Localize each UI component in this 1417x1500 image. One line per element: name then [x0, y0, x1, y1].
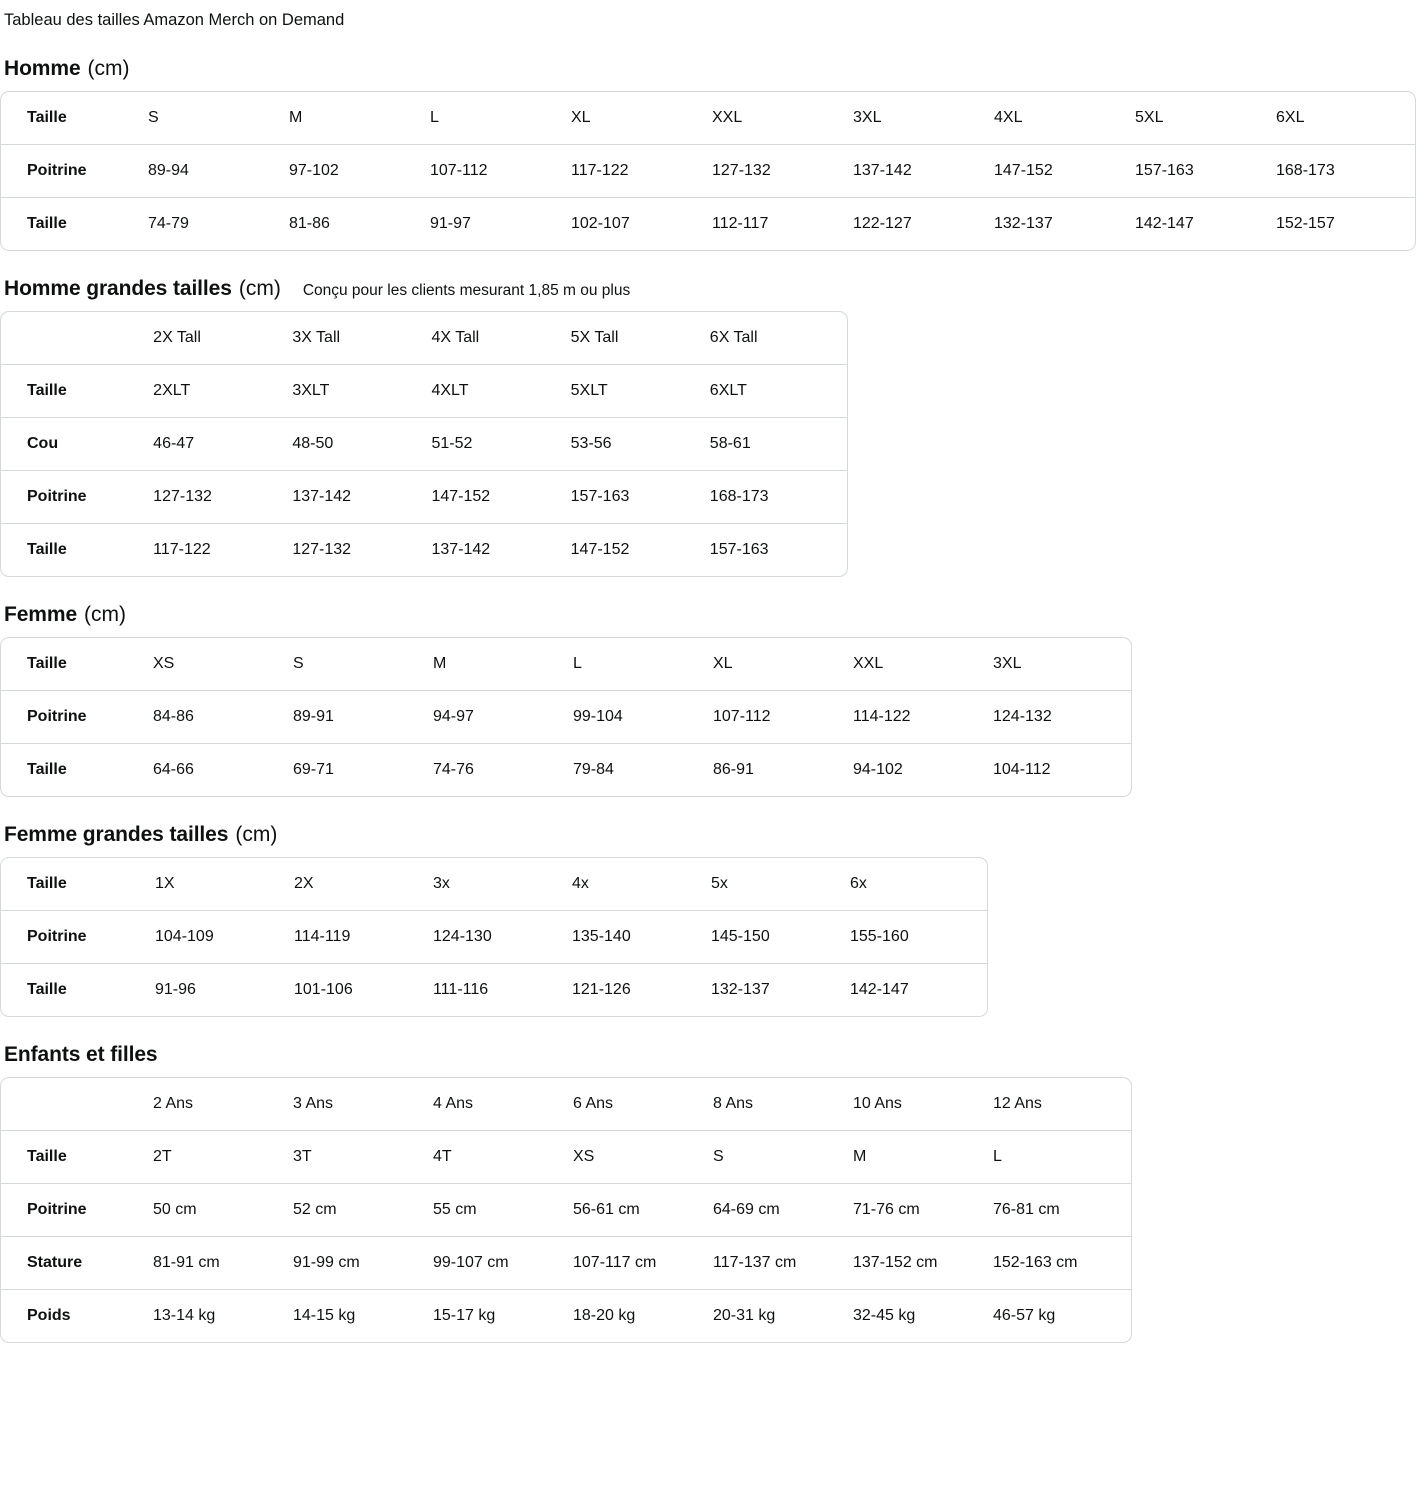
section-unit: (cm) — [238, 277, 281, 301]
table-cell: XS — [571, 1131, 711, 1184]
table-cell: 81-86 — [289, 215, 330, 233]
section-note: Conçu pour les clients mesurant 1,85 m ou plus — [302, 282, 631, 300]
table-cell: XL — [711, 638, 851, 691]
table-wrapper — [0, 637, 1417, 797]
table-cell: S — [291, 638, 431, 691]
table-row — [1, 471, 847, 524]
table-cell: 12 Ans — [991, 1078, 1131, 1131]
table-cell: 121-126 — [572, 981, 631, 999]
table-cell: 4X Tall — [429, 312, 568, 365]
table-cell: 102-107 — [571, 215, 630, 233]
table-row — [1, 1078, 1131, 1131]
table-cell: 53-56 — [569, 418, 708, 471]
section-homme-grandes-tailles — [0, 277, 1417, 577]
size-table-enfants-et-filles — [0, 1077, 1132, 1343]
table-cell: 10 Ans — [851, 1078, 991, 1131]
table-cell: 4T — [431, 1131, 571, 1184]
table-row — [1, 198, 1415, 250]
table-cell: 155-160 — [848, 911, 987, 964]
table-cell: 4XLT — [429, 365, 568, 418]
table-cell: 94-102 — [853, 761, 903, 779]
size-table-homme-grandes-tailles — [0, 311, 848, 577]
table-cell: 20-31 kg — [713, 1307, 776, 1325]
table-cell: 107-112 — [711, 691, 851, 744]
section-femme-grandes-tailles — [0, 823, 1417, 1017]
table-cell: 114-119 — [292, 911, 431, 964]
table-cell: 5X Tall — [569, 312, 708, 365]
table-cell: 97-102 — [287, 145, 428, 198]
page-title: Tableau des tailles Amazon Merch on Demand — [4, 11, 345, 29]
table-cell: 2X Tall — [151, 312, 290, 365]
table-row — [1, 1131, 1131, 1184]
table-cell: 111-116 — [433, 981, 489, 999]
table-cell: 5XL — [1133, 92, 1274, 145]
table-cell: 4x — [570, 858, 709, 911]
row-label: Poitrine — [1, 1184, 151, 1237]
table-cell: 122-127 — [853, 215, 912, 233]
table-cell: 127-132 — [292, 541, 352, 559]
table-wrapper — [0, 91, 1417, 251]
row-label: Taille — [27, 541, 67, 559]
table-cell: 89-91 — [291, 691, 431, 744]
table-cell: 152-157 — [1276, 215, 1335, 233]
table-cell: 132-137 — [711, 981, 770, 999]
table-cell: M — [287, 92, 428, 145]
section-header — [0, 1043, 1417, 1067]
table-cell: 2 Ans — [151, 1078, 291, 1131]
table-cell: 101-106 — [294, 981, 353, 999]
table-cell: 84-86 — [151, 691, 291, 744]
table-cell: 3XL — [851, 92, 992, 145]
row-label: Taille — [27, 761, 67, 779]
row-label: Cou — [1, 418, 151, 471]
table-cell: 74-76 — [433, 761, 474, 779]
row-label: Taille — [1, 92, 146, 145]
section-unit: (cm) — [235, 823, 278, 847]
table-cell: 91-99 cm — [291, 1237, 431, 1290]
table-cell: 15-17 kg — [433, 1307, 496, 1325]
table-cell: 2T — [151, 1131, 291, 1184]
row-label: Taille — [27, 215, 67, 233]
table-cell: 104-109 — [153, 911, 292, 964]
table-wrapper — [0, 857, 1417, 1017]
table-row — [1, 638, 1131, 691]
table-cell: L — [428, 92, 569, 145]
table-cell: 4 Ans — [431, 1078, 571, 1131]
size-table-femme-grandes-tailles — [0, 857, 988, 1017]
table-cell: S — [711, 1131, 851, 1184]
table-cell: XL — [569, 92, 710, 145]
row-label: Taille — [1, 858, 153, 911]
row-label: Taille — [1, 1131, 151, 1184]
table-cell: 46-47 — [151, 418, 290, 471]
table-row — [1, 418, 847, 471]
table-cell: 117-122 — [569, 145, 710, 198]
table-cell: 1X — [153, 858, 292, 911]
table-cell: 50 cm — [151, 1184, 291, 1237]
row-label: Poitrine — [1, 471, 151, 524]
table-cell: 114-122 — [851, 691, 991, 744]
table-cell: 4XL — [992, 92, 1133, 145]
table-cell: 157-163 — [569, 471, 708, 524]
table-row — [1, 92, 1415, 145]
table-cell: 5x — [709, 858, 848, 911]
table-cell: L — [991, 1131, 1131, 1184]
table-cell: 56-61 cm — [571, 1184, 711, 1237]
row-label: Poitrine — [1, 691, 151, 744]
section-femme — [0, 603, 1417, 797]
table-cell: 18-20 kg — [573, 1307, 636, 1325]
row-label: Poitrine — [1, 145, 146, 198]
section-unit: (cm) — [87, 57, 130, 81]
table-cell: 74-79 — [148, 215, 189, 233]
table-cell: M — [851, 1131, 991, 1184]
table-cell: 137-142 — [851, 145, 992, 198]
table-cell: 3 Ans — [291, 1078, 431, 1131]
table-cell: L — [571, 638, 711, 691]
row-label: Poitrine — [1, 911, 153, 964]
table-row — [1, 691, 1131, 744]
table-cell: 127-132 — [710, 145, 851, 198]
section-header — [0, 277, 1417, 301]
table-cell: 46-57 kg — [993, 1307, 1056, 1325]
section-title: Homme grandes tailles — [4, 277, 232, 301]
section-title: Enfants et filles — [4, 1043, 158, 1067]
table-cell: 137-152 cm — [851, 1237, 991, 1290]
table-cell: 3XLT — [290, 365, 429, 418]
table-cell: 8 Ans — [711, 1078, 851, 1131]
table-cell: 13-14 kg — [153, 1307, 216, 1325]
table-cell: 64-66 — [153, 761, 194, 779]
table-wrapper — [0, 1077, 1417, 1343]
table-cell: 112-117 — [712, 215, 769, 233]
row-label: Taille — [27, 981, 67, 999]
row-label — [1, 1078, 151, 1131]
table-cell: 147-152 — [992, 145, 1133, 198]
table-row — [1, 964, 987, 1016]
table-cell: 51-52 — [429, 418, 568, 471]
table-cell: 124-132 — [991, 691, 1131, 744]
table-cell: 132-137 — [994, 215, 1053, 233]
section-header — [0, 57, 1417, 81]
table-cell: 168-173 — [708, 471, 847, 524]
table-cell: 6x — [848, 858, 987, 911]
table-cell: 117-122 — [153, 541, 211, 559]
table-cell: 137-142 — [290, 471, 429, 524]
table-cell: 79-84 — [573, 761, 614, 779]
section-header — [0, 603, 1417, 627]
table-cell: 91-97 — [430, 215, 471, 233]
table-cell: 142-147 — [1135, 215, 1194, 233]
table-cell: 89-94 — [146, 145, 287, 198]
table-cell: 6 Ans — [571, 1078, 711, 1131]
table-cell: 142-147 — [850, 981, 909, 999]
table-cell: 32-45 kg — [853, 1307, 916, 1325]
table-row — [1, 145, 1415, 198]
table-cell: XXL — [710, 92, 851, 145]
table-cell: 81-91 cm — [151, 1237, 291, 1290]
table-cell: 52 cm — [291, 1184, 431, 1237]
section-unit: (cm) — [84, 603, 127, 627]
section-enfants-et-filles — [0, 1043, 1417, 1343]
table-cell: 107-117 cm — [571, 1237, 711, 1290]
table-cell: 147-152 — [429, 471, 568, 524]
section-homme — [0, 57, 1417, 251]
section-header — [0, 823, 1417, 847]
table-row — [1, 911, 987, 964]
table-row — [1, 1184, 1131, 1237]
table-cell: 2XLT — [151, 365, 290, 418]
table-cell: 69-71 — [293, 761, 334, 779]
table-cell: 3T — [291, 1131, 431, 1184]
size-table-femme — [0, 637, 1132, 797]
table-wrapper — [0, 311, 1417, 577]
table-cell: 157-163 — [709, 541, 769, 559]
table-cell: 3X Tall — [290, 312, 429, 365]
table-cell: 168-173 — [1274, 145, 1415, 198]
table-cell: 137-142 — [431, 541, 491, 559]
table-row — [1, 524, 847, 576]
table-cell: 145-150 — [709, 911, 848, 964]
table-cell: 6X Tall — [708, 312, 847, 365]
table-cell: 3x — [431, 858, 570, 911]
table-cell: 86-91 — [713, 761, 754, 779]
table-cell: 48-50 — [290, 418, 429, 471]
table-row — [1, 365, 847, 418]
table-cell: M — [431, 638, 571, 691]
table-cell: 3XL — [991, 638, 1131, 691]
table-row — [1, 858, 987, 911]
table-row — [1, 1290, 1131, 1342]
table-cell: XXL — [851, 638, 991, 691]
table-cell: 94-97 — [431, 691, 571, 744]
section-title: Femme — [4, 603, 78, 627]
table-cell: 91-96 — [155, 981, 196, 999]
row-label: Taille — [1, 638, 151, 691]
table-cell: 58-61 — [708, 418, 847, 471]
table-cell: 71-76 cm — [851, 1184, 991, 1237]
table-cell: S — [146, 92, 287, 145]
table-cell: 99-104 — [571, 691, 711, 744]
table-cell: 76-81 cm — [991, 1184, 1131, 1237]
row-label: Poids — [27, 1307, 71, 1325]
section-title: Femme grandes tailles — [4, 823, 229, 847]
table-cell: 104-112 — [993, 761, 1051, 779]
table-row — [1, 1237, 1131, 1290]
table-cell: 117-137 cm — [711, 1237, 851, 1290]
table-cell: 147-152 — [570, 541, 630, 559]
table-row — [1, 312, 847, 365]
row-label: Taille — [1, 365, 151, 418]
table-cell: 124-130 — [431, 911, 570, 964]
table-cell: 2X — [292, 858, 431, 911]
table-cell: 107-112 — [428, 145, 569, 198]
table-cell: 152-163 cm — [991, 1237, 1131, 1290]
table-cell: 6XLT — [708, 365, 847, 418]
table-cell: 135-140 — [570, 911, 709, 964]
section-title: Homme — [4, 57, 81, 81]
table-row — [1, 744, 1131, 796]
row-label — [1, 312, 151, 365]
table-cell: 5XLT — [569, 365, 708, 418]
table-cell: 6XL — [1274, 92, 1415, 145]
row-label: Stature — [1, 1237, 151, 1290]
table-cell: XS — [151, 638, 291, 691]
table-cell: 157-163 — [1133, 145, 1274, 198]
table-cell: 14-15 kg — [293, 1307, 356, 1325]
size-table-homme — [0, 91, 1416, 251]
table-cell: 127-132 — [151, 471, 290, 524]
table-cell: 99-107 cm — [431, 1237, 571, 1290]
table-cell: 55 cm — [431, 1184, 571, 1237]
table-cell: 64-69 cm — [711, 1184, 851, 1237]
